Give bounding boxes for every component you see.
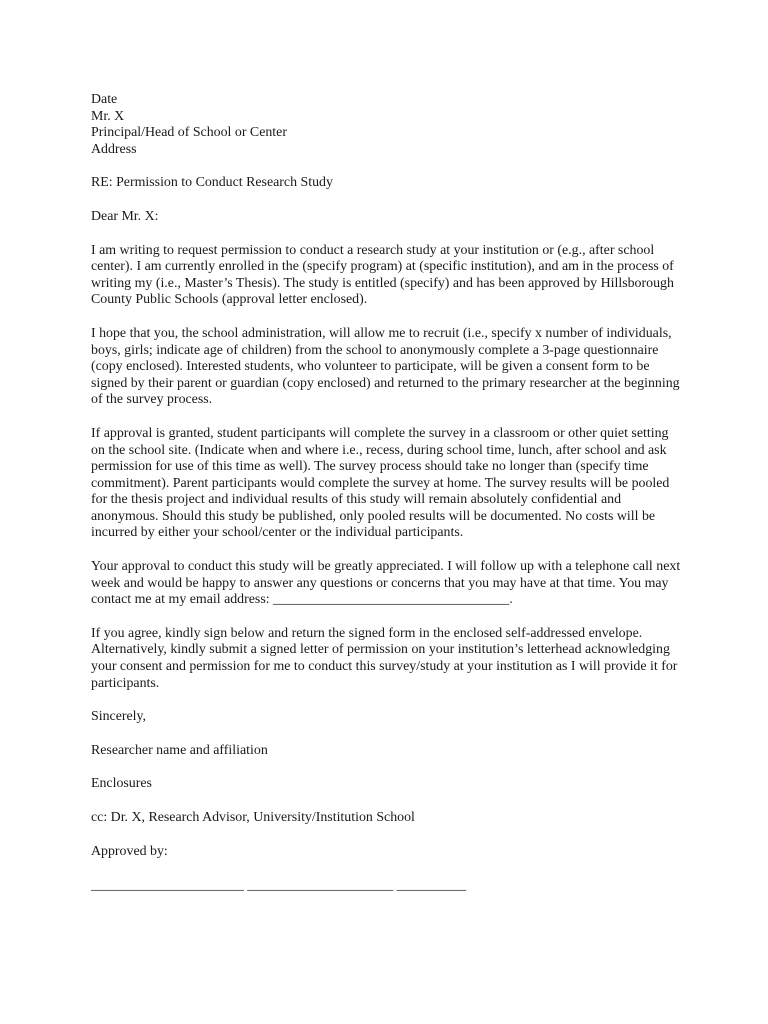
paragraph-1 bbox=[91, 243, 681, 309]
letter-header bbox=[91, 92, 681, 158]
salutation bbox=[91, 209, 681, 226]
subject-text: RE: Permission to Conduct Research Study bbox=[91, 175, 333, 191]
paragraph-line: for the thesis project and individual results of this study will remain absolutely confidential and bbox=[91, 492, 622, 508]
paragraph-line: I am writing to request permission to conduct a research study at your institution or (e.g., after school bbox=[91, 242, 655, 258]
paragraph-line: permission for use of this time as well). The survey process should take no longer than (specify time bbox=[91, 459, 649, 475]
signature-lines bbox=[91, 878, 681, 895]
signature-line-title: _____________________ bbox=[247, 878, 394, 894]
paragraph-line: signed by their parent or guardian (copy enclosed) and returned to the primary researcher at the beginning bbox=[91, 375, 680, 391]
cc-text: cc: Dr. X, Research Advisor, University/Institution School bbox=[91, 810, 415, 825]
approved-by-label: Approved by: bbox=[91, 843, 168, 859]
paragraph-line: If you agree, kindly sign below and return the signed form in the enclosed self-addressed envelope. bbox=[91, 625, 643, 641]
header-recipient: Mr. X bbox=[91, 108, 125, 124]
salutation-text: Dear Mr. X: bbox=[91, 208, 159, 224]
paragraph-2 bbox=[91, 326, 681, 409]
paragraph-line: center). I am currently enrolled in the (specify program) at (specific institution), and am in the process of bbox=[91, 259, 674, 275]
closing bbox=[91, 709, 681, 726]
paragraph-line: Alternatively, kindly submit a signed letter of permission on your institution’s letterhead acknowledging bbox=[91, 642, 670, 658]
paragraph-line: participants. bbox=[91, 675, 160, 691]
signature-line-date: __________ bbox=[396, 878, 467, 894]
paragraph-line: Your approval to conduct this study will be greatly appreciated. I will follow up with a telephone call next bbox=[91, 559, 681, 575]
paragraph-line: I hope that you, the school administration, will allow me to recruit (i.e., specify x number of individuals, bbox=[91, 325, 672, 341]
subject-line bbox=[91, 175, 681, 192]
paragraph-line: incurred by either your school/center or the individual participants. bbox=[91, 525, 464, 541]
paragraph-line: on the school site. (Indicate when and where i.e., recess, during school time, lunch, after school and ask bbox=[91, 442, 667, 458]
paragraph-line: commitment). Parent participants would complete the survey at home. The survey results will be pooled bbox=[91, 475, 670, 491]
paragraph-5 bbox=[91, 626, 681, 692]
enclosures-block bbox=[91, 776, 681, 793]
paragraph-line: of the survey process. bbox=[91, 392, 213, 408]
paragraph-line: (copy enclosed). Interested students, who volunteer to participate, will be given a consent form to be bbox=[91, 359, 650, 375]
paragraph-line: writing my (i.e., Master’s Thesis). The study is entitled (specify) and has been approved by Hillsborough bbox=[91, 275, 674, 291]
enclosures-text: Enclosures bbox=[91, 776, 152, 792]
paragraph-line: your consent and permission for me to conduct this survey/study at your institution as I will provide it for bbox=[91, 659, 678, 675]
header-date: Date bbox=[91, 92, 118, 107]
paragraph-line: County Public Schools (approval letter enclosed). bbox=[91, 292, 368, 308]
researcher-block bbox=[91, 743, 681, 760]
header-title: Principal/Head of School or Center bbox=[91, 125, 287, 141]
paragraph-line: week and would be happy to answer any questions or concerns that you may have at that time. You may bbox=[91, 575, 669, 591]
letter-document bbox=[91, 92, 681, 895]
paragraph-line: anonymous. Should this study be published, only pooled results will be documented. No costs will be bbox=[91, 508, 656, 524]
signature-line-name: ______________________ bbox=[91, 878, 244, 894]
paragraph-line: If approval is granted, student participants will complete the survey in a classroom or other quiet setting bbox=[91, 425, 669, 441]
paragraph-line: contact me at my email address: __________________________________. bbox=[91, 592, 513, 608]
closing-text: Sincerely, bbox=[91, 709, 147, 725]
approval-block bbox=[91, 844, 681, 861]
header-address: Address bbox=[91, 141, 137, 157]
paragraph-3 bbox=[91, 426, 681, 542]
cc-block bbox=[91, 810, 681, 827]
paragraph-4 bbox=[91, 559, 681, 609]
researcher-text: Researcher name and affiliation bbox=[91, 742, 268, 758]
paragraph-line: boys, girls; indicate age of children) from the school to anonymously complete a 3-page questionnaire bbox=[91, 342, 659, 358]
